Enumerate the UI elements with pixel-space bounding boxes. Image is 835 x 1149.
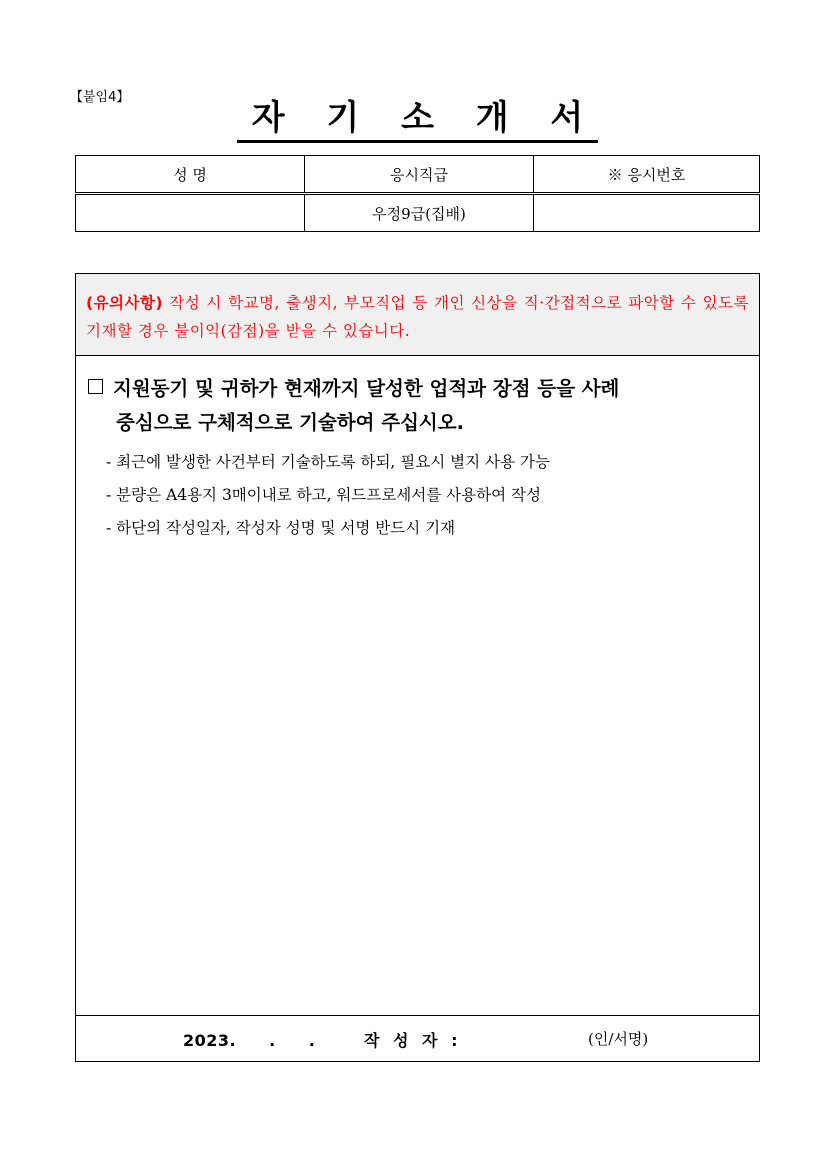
guideline-item: - 분량은 A4용지 3매이내로 하고, 워드프로세서를 사용하여 작성 (106, 486, 541, 504)
author-label: 작 성 자 : (364, 1031, 462, 1050)
guideline-item: - 하단의 작성일자, 작성자 성명 및 서명 반드시 기재 (106, 519, 456, 537)
guideline-item: - 최근에 발생한 사건부터 기술하도록 하되, 필요시 별지 사용 가능 (106, 453, 550, 471)
value-exam-number[interactable] (534, 194, 760, 232)
checkbox-icon (88, 379, 103, 394)
attachment-label: 【붙임4】 (70, 90, 130, 105)
notice-lead: (유의사항) (86, 294, 164, 312)
document-title-wrap (0, 98, 835, 138)
header-exam-number: ※ 응시번호 (534, 156, 760, 194)
signature-label: (인/서명) (588, 1030, 649, 1048)
applicant-info-table (75, 155, 760, 232)
signature-row (76, 1015, 759, 1061)
value-name[interactable] (76, 194, 305, 232)
header-name: 성 명 (76, 156, 305, 194)
essay-box (75, 273, 760, 1062)
value-grade: 우정9급(집배) (305, 194, 534, 232)
guideline-list (106, 446, 749, 545)
essay-question (88, 372, 749, 440)
question-line-1: 지원동기 및 귀하가 현재까지 달성한 업적과 장점 등을 사례 (113, 377, 620, 400)
document-title: 자 기 소 개 서 (237, 98, 599, 143)
info-value-row (76, 194, 760, 232)
notice-box (76, 274, 759, 356)
date-field[interactable]: 2023. . . (183, 1031, 316, 1050)
header-grade: 응시직급 (305, 156, 534, 194)
question-line-2: 중심으로 구체적으로 기술하여 주십시오. (116, 411, 465, 434)
essay-body[interactable] (76, 356, 759, 545)
info-header-row (76, 156, 760, 194)
notice-text: 작성 시 학교명, 출생지, 부모직업 등 개인 신상을 직·간접적으로 파악할 수 있도록 기재할 경우 불이익(감점)을 받을 수 있습니다. (86, 294, 749, 340)
